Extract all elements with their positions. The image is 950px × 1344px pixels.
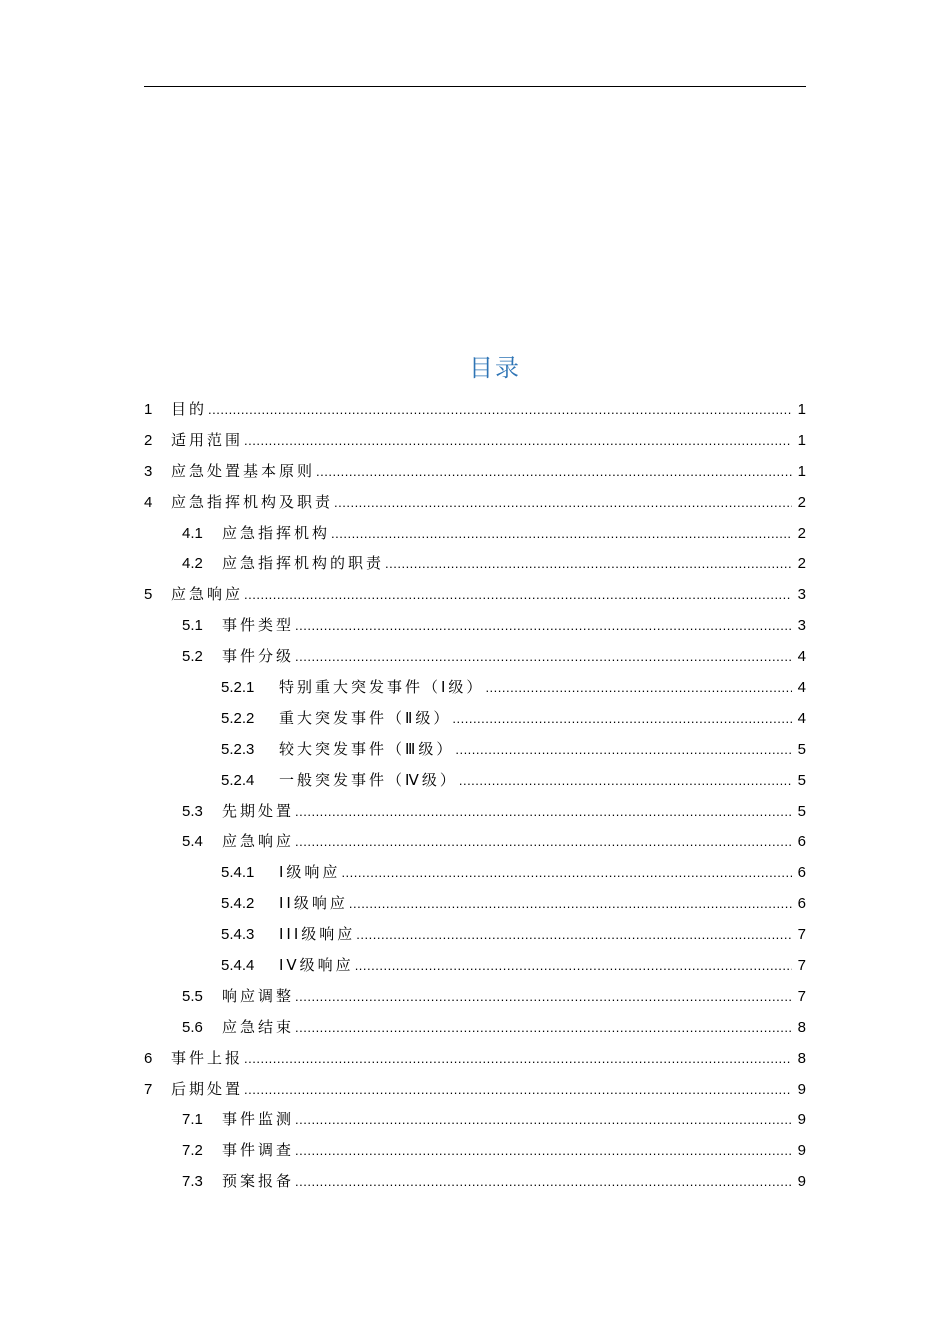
toc-entry-page[interactable]: 6 [797, 864, 806, 882]
toc-entry[interactable] [0, 888, 950, 919]
toc-entry-page[interactable]: 8 [797, 1049, 806, 1067]
toc-entry-label[interactable]: I级响应 [279, 863, 341, 882]
toc-dot-leader [341, 858, 792, 889]
toc-entry-label[interactable]: 应急处置基本原则 [171, 461, 316, 480]
header-rule [144, 86, 806, 87]
toc-entry[interactable] [0, 1135, 950, 1166]
toc-entry-label[interactable]: 应急响应 [222, 832, 295, 851]
toc-entry-page[interactable]: 2 [797, 524, 806, 542]
toc-entry-label[interactable]: 事件监测 [222, 1110, 295, 1129]
toc-entry-label[interactable]: II级响应 [279, 894, 348, 913]
toc-entry-page[interactable]: 6 [797, 833, 806, 851]
toc-entry[interactable] [0, 394, 950, 425]
toc-entry-page[interactable]: 4 [797, 679, 806, 697]
toc-entry-number: 3 [144, 462, 153, 480]
toc-entry[interactable] [0, 950, 950, 981]
toc-entry-label[interactable]: 一般突发事件（Ⅳ级） [279, 770, 458, 789]
toc-entry-label[interactable]: 应急指挥机构 [222, 523, 331, 542]
toc-entry-page[interactable]: 9 [797, 1080, 806, 1098]
toc-entry-page[interactable]: 3 [797, 617, 806, 635]
toc-entry-number: 7.1 [182, 1111, 203, 1129]
toc-entry-page[interactable]: 1 [797, 431, 806, 449]
toc-entry-page[interactable]: 5 [797, 740, 806, 758]
toc-entry-label[interactable]: 先期处置 [222, 801, 295, 820]
toc-dot-leader [455, 735, 792, 766]
toc-entry[interactable] [0, 826, 950, 857]
toc-entry-page[interactable]: 4 [797, 648, 806, 666]
toc-dot-leader [316, 457, 792, 488]
toc-entry[interactable] [0, 919, 950, 950]
toc-dot-leader [244, 580, 792, 611]
toc-dot-leader [244, 1075, 792, 1106]
toc-entry-label[interactable]: 应急指挥机构及职责 [171, 492, 334, 511]
toc-dot-leader [295, 827, 792, 858]
toc-entry-number: 5.4.3 [221, 926, 255, 944]
toc-entry[interactable] [0, 641, 950, 672]
toc-entry-page[interactable]: 2 [797, 555, 806, 573]
toc-entry-page[interactable]: 1 [797, 401, 806, 418]
toc-entry[interactable] [0, 765, 950, 796]
toc-entry-number: 4 [144, 493, 153, 511]
toc-entry-label[interactable]: 预案报备 [222, 1172, 295, 1191]
toc-entry-label[interactable]: IV级响应 [279, 956, 354, 975]
toc-dot-leader [385, 549, 792, 580]
toc-entry-number: 5.2.2 [221, 709, 255, 727]
toc-entry-number: 5.2.3 [221, 740, 255, 758]
toc-dot-leader [295, 982, 792, 1013]
toc-entry-page[interactable]: 4 [797, 709, 806, 727]
toc-dot-leader [295, 797, 792, 828]
toc-entry-label[interactable]: 特别重大突发事件（Ⅰ级） [279, 678, 485, 697]
toc-entry-page[interactable]: 9 [797, 1111, 806, 1129]
toc-entry-number: 5 [144, 586, 153, 604]
toc-dot-leader [355, 951, 792, 982]
toc-entry-label[interactable]: 事件类型 [222, 616, 295, 635]
toc-entry-number: 7 [144, 1080, 153, 1098]
toc-entry[interactable] [0, 425, 950, 456]
toc-entry[interactable] [0, 857, 950, 888]
toc-entry-number: 5.4.2 [221, 895, 255, 913]
toc-entry-label[interactable]: 后期处置 [171, 1079, 244, 1098]
toc-entry[interactable] [0, 456, 950, 487]
toc-entry-page[interactable]: 9 [797, 1142, 806, 1160]
toc-entry[interactable] [0, 518, 950, 549]
toc-entry-number: 5.3 [182, 802, 203, 820]
toc-entry-number: 5.2.1 [221, 679, 255, 697]
toc-dot-leader [295, 642, 792, 673]
toc-dot-leader [295, 611, 792, 642]
toc-entry[interactable] [0, 981, 950, 1012]
toc-entry-label[interactable]: 事件调查 [222, 1141, 295, 1160]
toc-entry[interactable] [0, 548, 950, 579]
toc-entry-page[interactable]: 3 [797, 586, 806, 604]
toc-entry-label[interactable]: 目的 [171, 400, 208, 418]
toc-entry[interactable] [0, 487, 950, 518]
toc-dot-leader [295, 1105, 792, 1136]
toc-entry[interactable] [0, 1043, 950, 1074]
toc-entry-number: 4.2 [182, 555, 203, 573]
toc-dot-leader [485, 673, 792, 704]
toc-entry-number: 5.4.1 [221, 864, 255, 882]
toc-entry-number: 4.1 [182, 524, 203, 542]
toc-dot-leader [349, 889, 792, 920]
toc-entry[interactable] [0, 1104, 950, 1135]
toc-entry-number: 7.2 [182, 1142, 203, 1160]
toc-entry-label[interactable]: 应急结束 [222, 1017, 295, 1036]
toc-dot-leader [459, 766, 792, 797]
toc-entry-number: 7.3 [182, 1173, 203, 1191]
toc-entry-page[interactable]: 9 [797, 1173, 806, 1191]
toc-entry-number: 5.4 [182, 833, 203, 851]
toc-dot-leader [295, 1013, 792, 1044]
toc-entry[interactable] [0, 734, 950, 765]
toc-entry-number: 5.2.4 [221, 771, 255, 789]
toc-entry-page[interactable]: 1 [797, 462, 806, 480]
toc-entry-page[interactable]: 8 [797, 1018, 806, 1036]
toc-dot-leader [331, 519, 792, 550]
toc-dot-leader [295, 1167, 792, 1198]
toc-entry-page[interactable]: 7 [797, 987, 806, 1005]
toc-entry-number: 5.2 [182, 648, 203, 666]
toc-entry-label[interactable]: 重大突发事件（Ⅱ级） [279, 708, 452, 727]
toc-entry[interactable] [0, 1074, 950, 1105]
toc-entry[interactable] [0, 672, 950, 703]
toc-entry-page[interactable]: 6 [797, 895, 806, 913]
toc-dot-leader [244, 426, 792, 457]
toc-entry[interactable] [0, 796, 950, 827]
toc-entry-number: 1 [144, 401, 153, 418]
toc-entry-number: 5.4.4 [221, 957, 255, 975]
toc-dot-leader [295, 1136, 792, 1167]
toc-dot-leader [334, 488, 792, 519]
toc-entry-page[interactable]: 7 [797, 957, 806, 975]
toc-entry[interactable] [0, 610, 950, 641]
toc-title: 目录 [469, 354, 521, 382]
toc-entry-label[interactable]: 适用范围 [171, 430, 244, 449]
toc-entry-page[interactable]: 7 [797, 926, 806, 944]
toc-entry[interactable] [0, 1012, 950, 1043]
table-of-contents [0, 394, 950, 1197]
toc-entry-label[interactable]: 事件上报 [171, 1048, 244, 1067]
toc-entry-label[interactable]: III级响应 [279, 925, 356, 944]
toc-entry-page[interactable]: 2 [797, 493, 806, 511]
toc-entry-page[interactable]: 5 [797, 802, 806, 820]
toc-entry-number: 2 [144, 431, 153, 449]
toc-entry[interactable] [0, 1166, 950, 1197]
toc-dot-leader [452, 704, 792, 735]
toc-entry-page[interactable]: 5 [797, 771, 806, 789]
toc-entry-number: 5.5 [182, 987, 203, 1005]
toc-entry-number: 6 [144, 1049, 153, 1067]
toc-dot-leader [244, 1044, 792, 1075]
toc-entry-label[interactable]: 应急响应 [171, 585, 244, 604]
toc-entry-number: 5.6 [182, 1018, 203, 1036]
toc-entry-number: 5.1 [182, 617, 203, 635]
toc-entry[interactable] [0, 579, 950, 610]
toc-dot-leader [356, 920, 792, 951]
toc-entry[interactable] [0, 703, 950, 734]
toc-dot-leader [208, 395, 792, 426]
toc-entry-label[interactable]: 较大突发事件（Ⅲ级） [279, 739, 455, 758]
toc-entry-label[interactable]: 应急指挥机构的职责 [222, 554, 385, 573]
toc-entry-label[interactable]: 响应调整 [222, 986, 295, 1005]
toc-entry-label[interactable]: 事件分级 [222, 647, 295, 666]
